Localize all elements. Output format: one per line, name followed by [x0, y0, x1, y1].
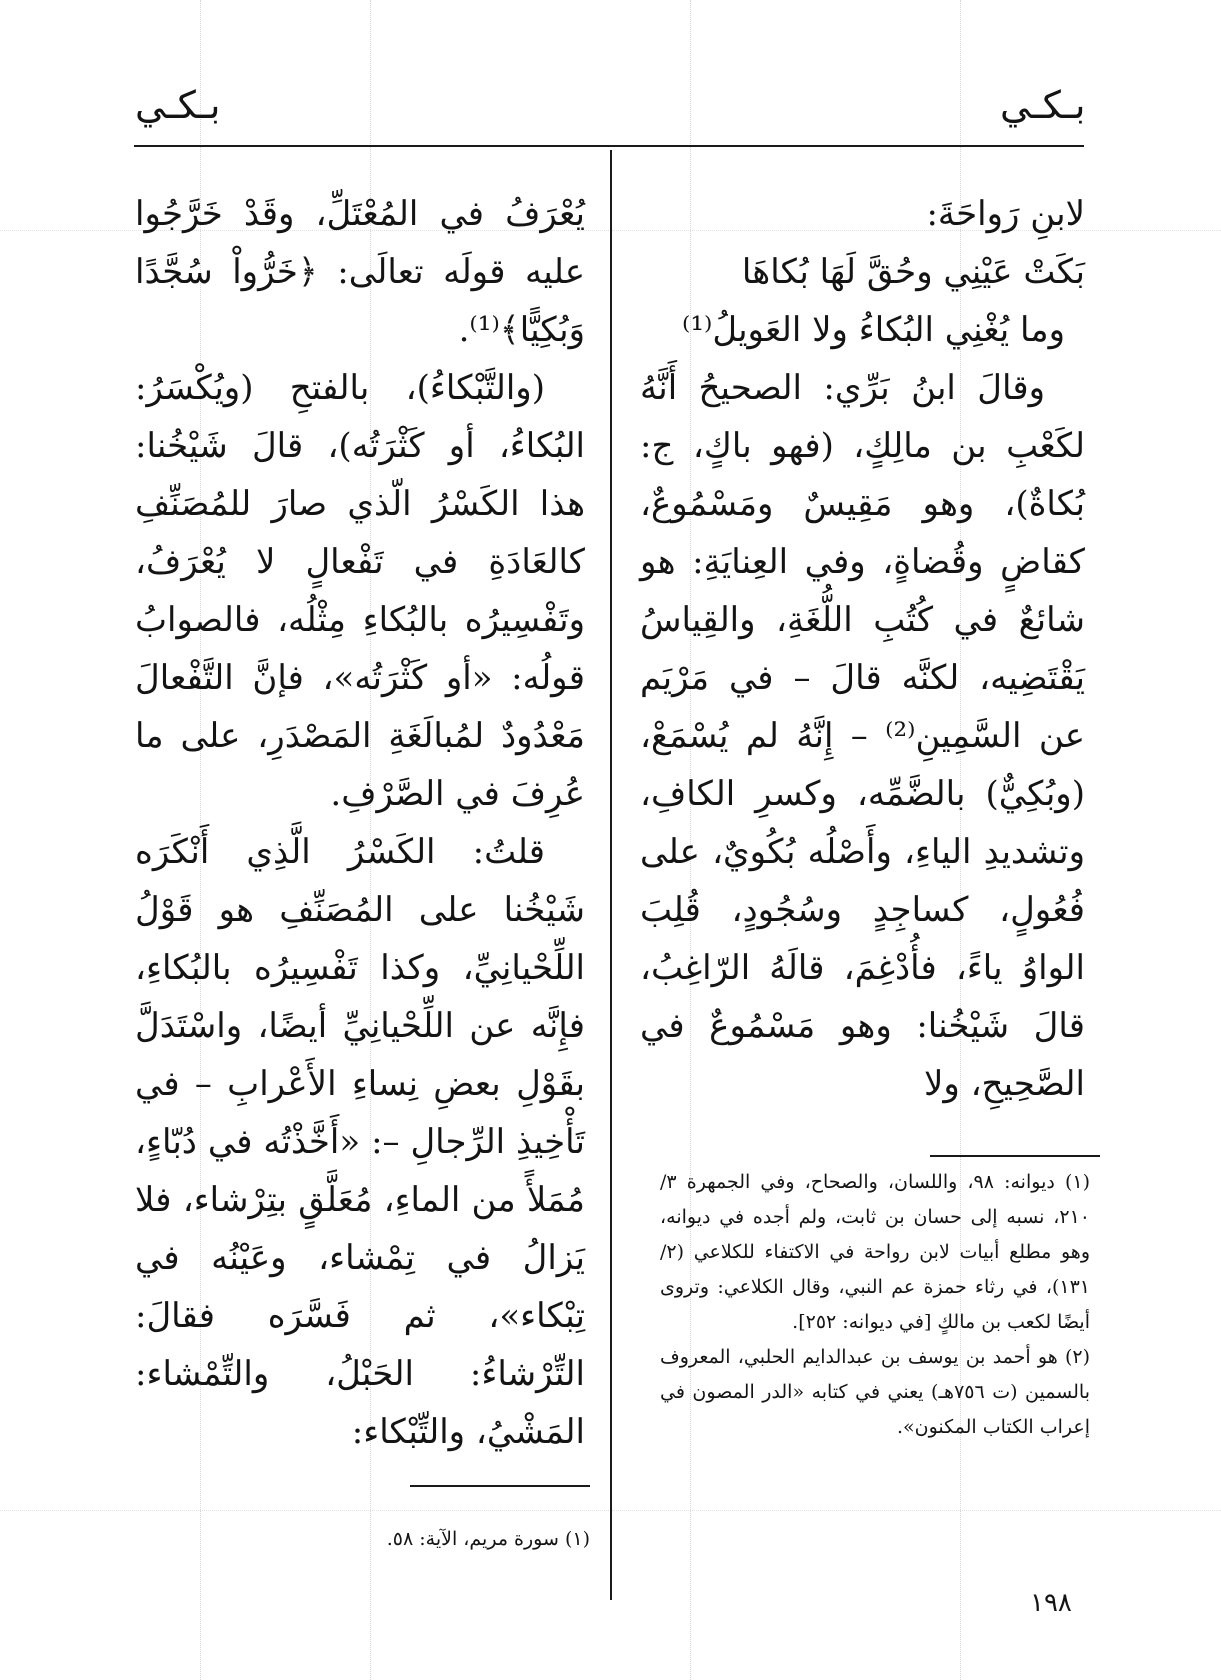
page-number: ١٩٨ — [1030, 1588, 1072, 1618]
header-right-word: بـكـي — [1000, 83, 1086, 127]
right-footnotes — [660, 1165, 1090, 1445]
footnote-2-right: (٢) هو أحمد بن يوسف بن عبدالدايم الحلبي، المعروف بالسمين (ت ٧٥٦هـ) يعني في كتابه «الدر المصون في إعراب الكتاب المكنون». — [660, 1346, 1090, 1438]
footnote-rule-left — [410, 1485, 590, 1487]
verse-line-1: بَكَتْ عَيْنِي وحُقَّ لَهَا بُكاهَا — [741, 252, 1085, 292]
right-column — [640, 185, 1085, 1113]
header-rule — [134, 145, 1084, 147]
header-left-word: بـكـي — [135, 83, 221, 127]
left-column — [135, 185, 585, 1461]
footnote-1-left: (١) سورة مريم، الآية: ٥٨. — [386, 1528, 590, 1550]
footnote-rule-right — [930, 1155, 1100, 1157]
left-footnotes — [160, 1522, 590, 1557]
column-divider — [610, 150, 612, 1600]
right-paragraph: وقالَ ابنُ بَرِّي: الصحيحُ أَنَّهُ لكَعْبِ بن مالِكٍ، (فهو باكٍ، ج: بُكاةٌ)، وهو مَقِيسٌ ومَسْمُوعٌ، كقاضٍ وقُضاةٍ، وفي العِنايَةِ: هو شائعٌ في كُتُبِ اللُّغَةِ، والقِياسُ يَقْتَضِيه، لكنَّه قالَ – في مَرْيَم عن السَّمِينِ⁽²⁾ – إِنَّهُ لم يُسْمَعْ، (وبُكِيٌّ) بالضَّمِّه، وكسرِ الكافِ، وتشديدِ الياءِ، وأَصْلُه بُكُويٌ، على فُعُولٍ، كساجِدٍ وسُجُودٍ، قُلِبَ الواوُ ياءً، فأُدْغِمَ، قالَهُ الرّاغِبُ، قالَ شَيْخُنا: وهو مَسْمُوعٌ في الصَّحِيحِ، ولا — [640, 368, 1085, 1104]
left-paragraph-1: يُعْرَفُ في المُعْتَلِّ، وقَدْ خَرَّجُوا عليه قولَه تعالَى: ﴿خَرُّواْ سُجَّدًا وَبُكِيًّا﴾⁽¹⁾. — [135, 194, 585, 350]
footnote-1-right: (١) ديوانه: ٩٨، واللسان، والصحاح، وفي الجمهرة ٣/ ٢١٠، نسبه إلى حسان بن ثابت، ولم أجده في ديوانه، وهو مطلع أبيات لابن رواحة في الاكتفاء للكلاعي (٢/ ١٣١)، في رثاء حمزة عم النبي، وقال الكلاعي: وتروى أيضًا لكعب بن مالكٍ [في ديوانه: ٢٥٢]. — [660, 1171, 1090, 1333]
poet-intro: لابنِ رَواحَةَ: — [926, 194, 1085, 234]
left-paragraph-3: قلتُ: الكَسْرُ الَّذِي أَنْكَرَه شَيْخُنا على المُصَنِّفِ هو قَوْلُ اللِّحْيانِيِّ، وكذا تَفْسِيرُه بالبُكاءِ، فإِنَّه عن اللِّحْيانِيِّ أيضًا، واسْتَدَلَّ بقَوْلِ بعضِ نِساءِ الأَعْرابِ – في تَأْخِيذِ الرِّجالِ –: «أَخَّذْتُه في دُبّاءٍ، مُمَلأً من الماءِ، مُعَلَّقٍ بتِرْشاء، فلا يَزالُ في تِمْشاء، وعَيْنُه في تِبْكاء»، ثم فَسَّرَه فقالَ: التِّرْشاءُ: الحَبْلُ، والتِّمْشاء: المَشْيُ، والتِّبْكاء: — [135, 832, 585, 1452]
verse-line-2: وما يُغْنِي البُكاءُ ولا العَويلُ⁽¹⁾ — [681, 310, 1065, 350]
left-paragraph-2: (والتَّبْكاءُ)، بالفتحِ (ويُكْسَرُ: البُكاءُ، أو كَثْرَتُه)، قالَ شَيْخُنا: هذا الكَسْرُ الّذي صارَ للمُصَنِّفِ كالعَادَةِ في تَفْعالٍ لا يُعْرَفُ، وتَفْسِيرُه بالبُكاءِ مِثْلُه، فالصوابُ قولُه: «أو كَثْرَتُه»، فإنَّ التَّفْعالَ مَعْدُودٌ لمُبالَغَةِ المَصْدَرِ، على ما عُرِفَ في الصَّرْفِ. — [135, 368, 585, 814]
